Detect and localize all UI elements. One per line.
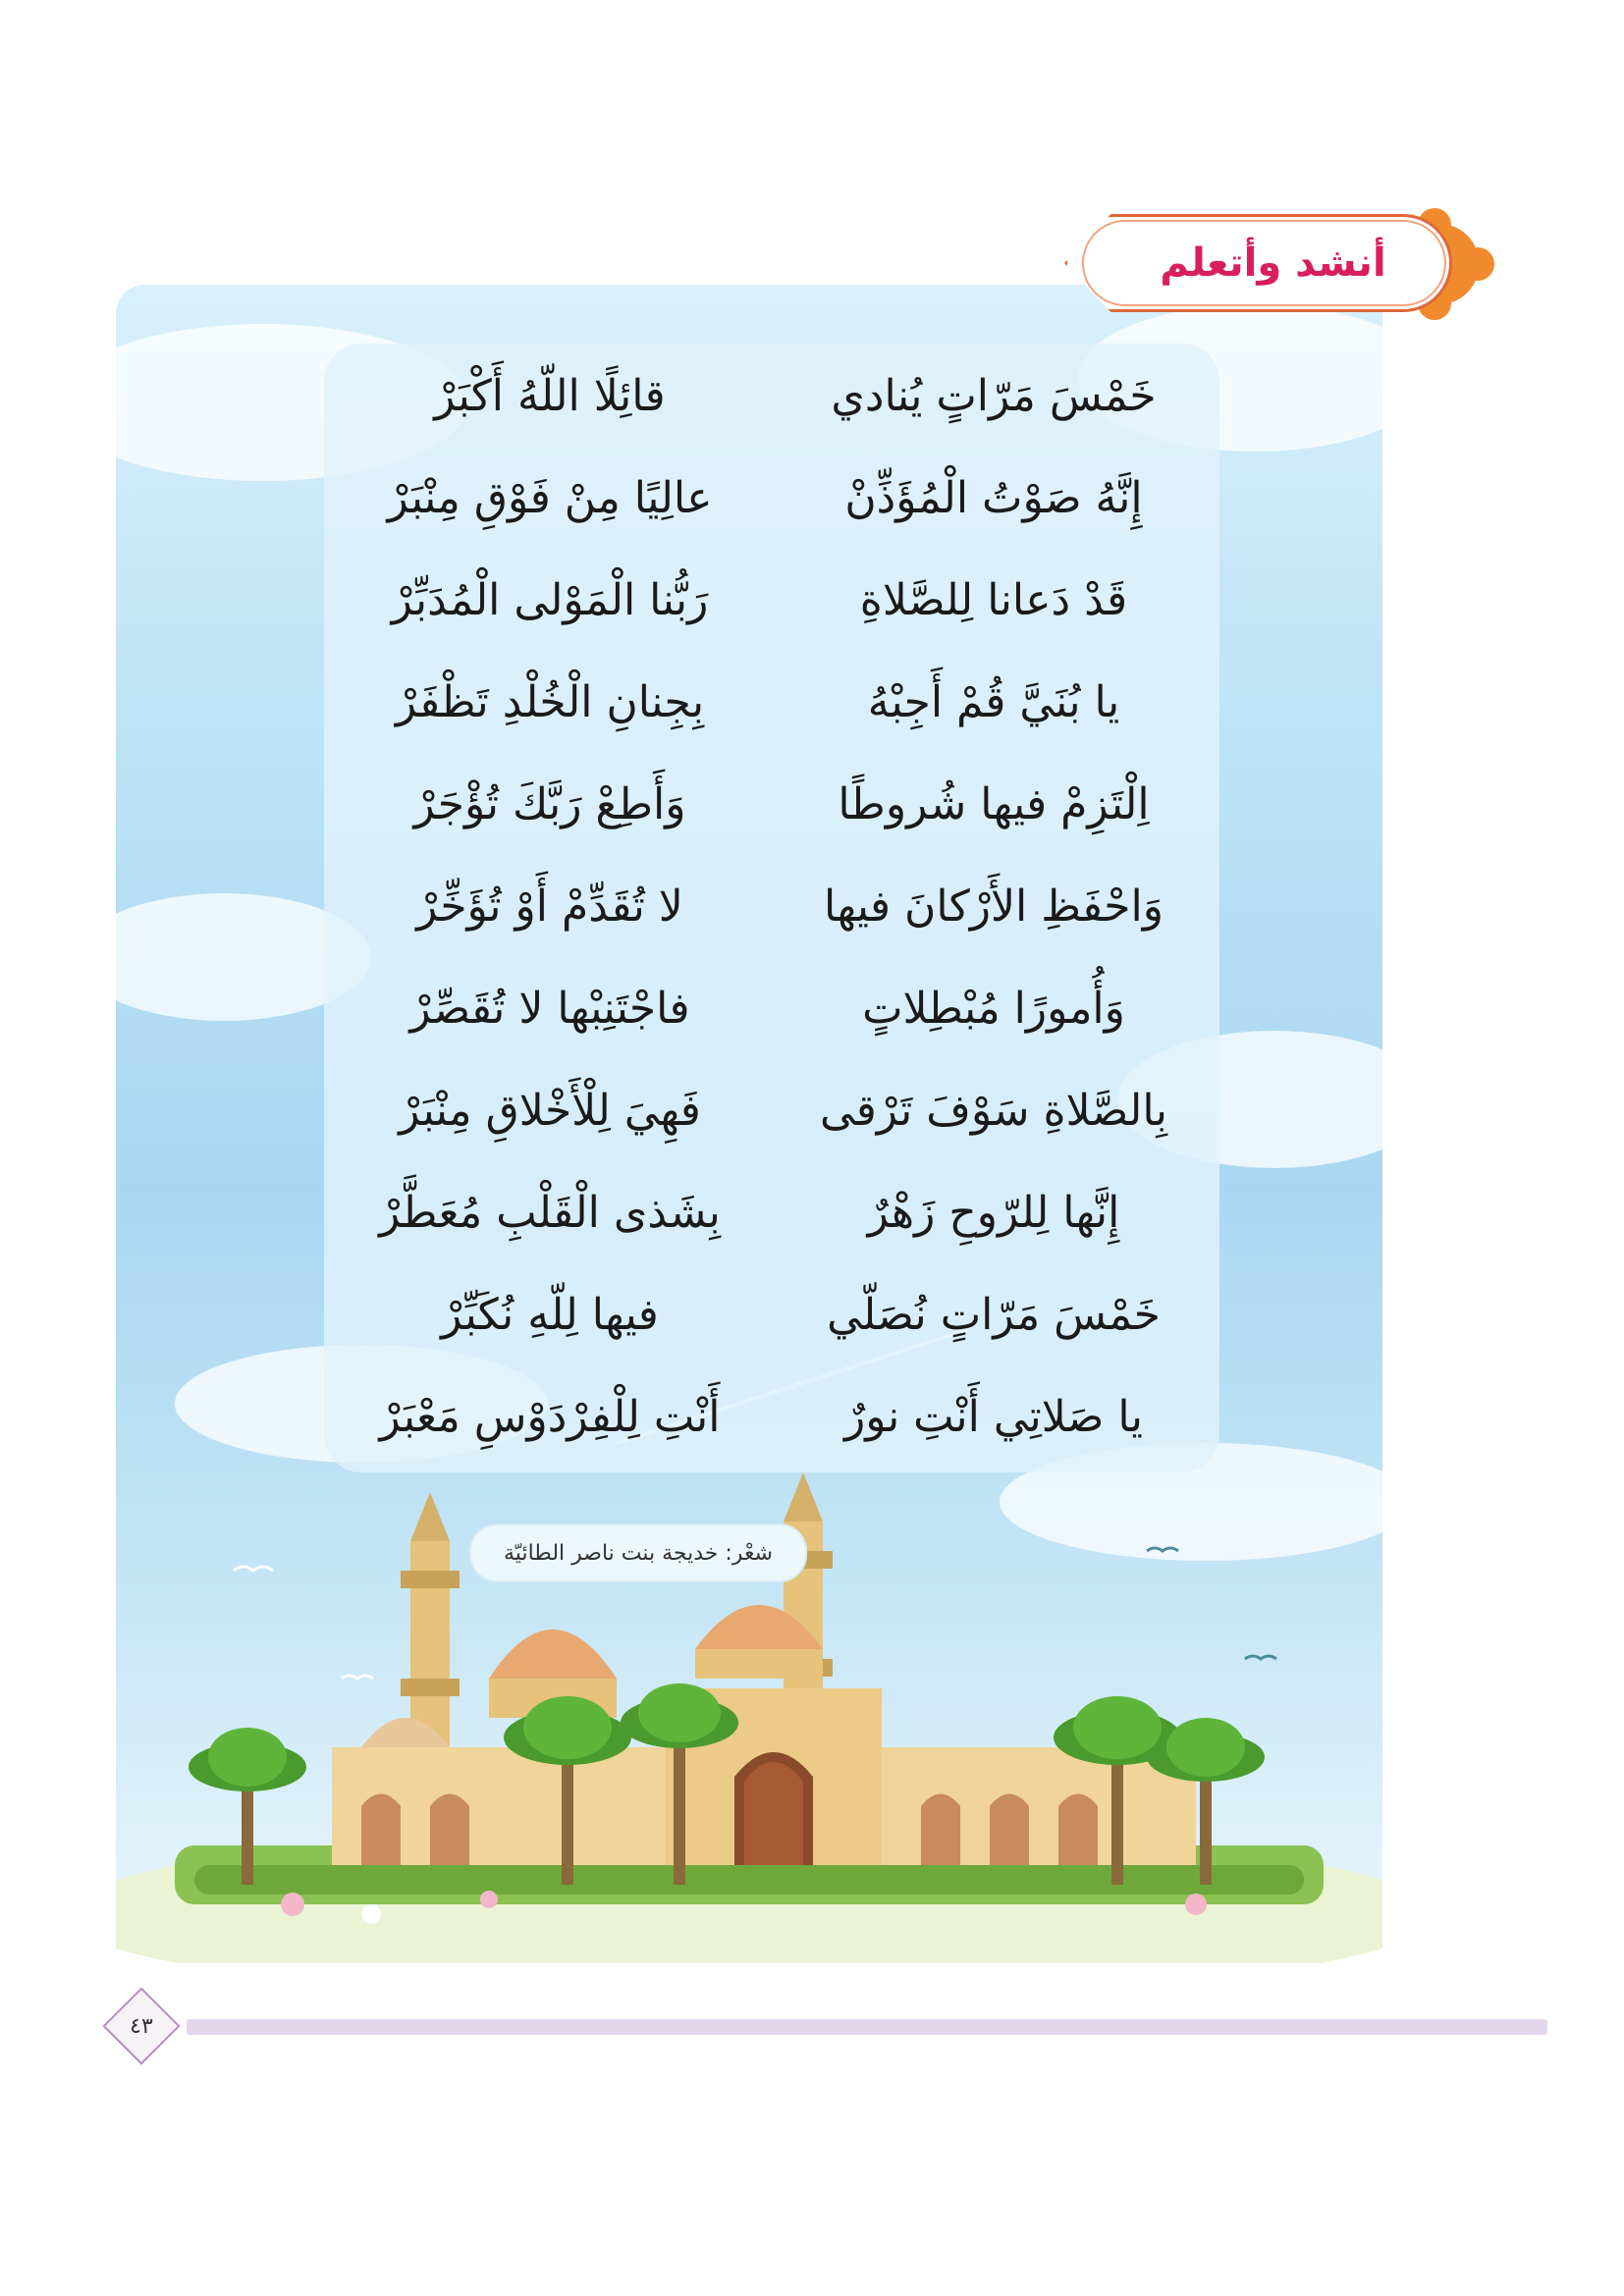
verse-second-half: فيها لِلّهِ نُكَبِّرْ [441, 1290, 659, 1340]
verse-second-half: وَأَطِعْ رَبَّكَ تُؤْجَرْ [413, 779, 686, 829]
verse-first-half: خَمْسَ مَرّاتٍ يُنادي [831, 371, 1157, 421]
verse-first-half: قَدْ دَعانا لِلصَّلاةِ [859, 575, 1128, 625]
poem-row [324, 552, 1219, 650]
verse-second-half: رَبُّنا الْمَوْلى الْمُدَبِّرْ [391, 575, 709, 625]
verse-first-half: وَأُمورًا مُبْطِلاتٍ [862, 984, 1125, 1034]
verse-second-half: قائِلًا اللّهُ أَكْبَرْ [434, 371, 666, 421]
poem-row [324, 960, 1219, 1058]
verse-first-half: خَمْسَ مَرّاتٍ نُصَلّي [827, 1290, 1161, 1340]
verse-first-half: وَاحْفَظِ الأَرْكانَ فيها [824, 881, 1164, 932]
verse-second-half: أَنْتِ لِلْفِرْدَوْسِ مَعْبَرْ [379, 1392, 721, 1442]
verse-second-half: عالِيًا مِنْ فَوْقِ مِنْبَرْ [387, 473, 713, 523]
poem-row [324, 756, 1219, 854]
poem-row [324, 1368, 1219, 1467]
verse-first-half: يا بُنَيَّ قُمْ أَجِبْهُ [867, 677, 1120, 727]
verse-second-half: بِشَذى الْقَلْبِ مُعَطَّرْ [379, 1188, 721, 1238]
poem-row [324, 1062, 1219, 1160]
verse-first-half: إِنَّها لِلرّوحِ زَهْرٌ [867, 1188, 1120, 1238]
poem-card [324, 344, 1219, 1472]
verse-second-half: لا تُقَدِّمْ أَوْ تُؤَخِّرْ [416, 881, 683, 932]
verse-second-half: فَهِيَ لِلْأَخْلاقِ مِنْبَرْ [399, 1086, 701, 1136]
verse-first-half: يا صَلاتِي أَنْتِ نورٌ [843, 1392, 1144, 1442]
verse-first-half: بِالصَّلاةِ سَوْفَ تَرْقى [820, 1086, 1167, 1136]
section-title: أنشد وأتعلم [1160, 240, 1386, 286]
poet-credit [469, 1523, 807, 1582]
poem-row [324, 347, 1219, 446]
poem-row [324, 654, 1219, 752]
verse-second-half: فاجْتَنِبْها لا تُقَصِّرْ [409, 984, 690, 1034]
verse-first-half: اِلْتَزِمْ فيها شُروطًا [838, 779, 1150, 829]
poet-credit-text: شعْر: خديجة بنت ناصر الطائيّة [504, 1540, 773, 1566]
footer-bar [187, 2019, 1547, 2035]
verse-second-half: بِجِنانِ الْخُلْدِ تَظْفَرْ [395, 677, 705, 727]
section-banner [1064, 214, 1452, 312]
poem-row [324, 1164, 1219, 1262]
verse-first-half: إِنَّهُ صَوْتُ الْمُؤَذِّنْ [844, 473, 1143, 523]
poem-row [324, 1266, 1219, 1364]
page-number [106, 1991, 177, 2061]
page-number-text: ٤٣ [130, 2013, 153, 2039]
poem-row [324, 858, 1219, 956]
poem-row [324, 450, 1219, 548]
